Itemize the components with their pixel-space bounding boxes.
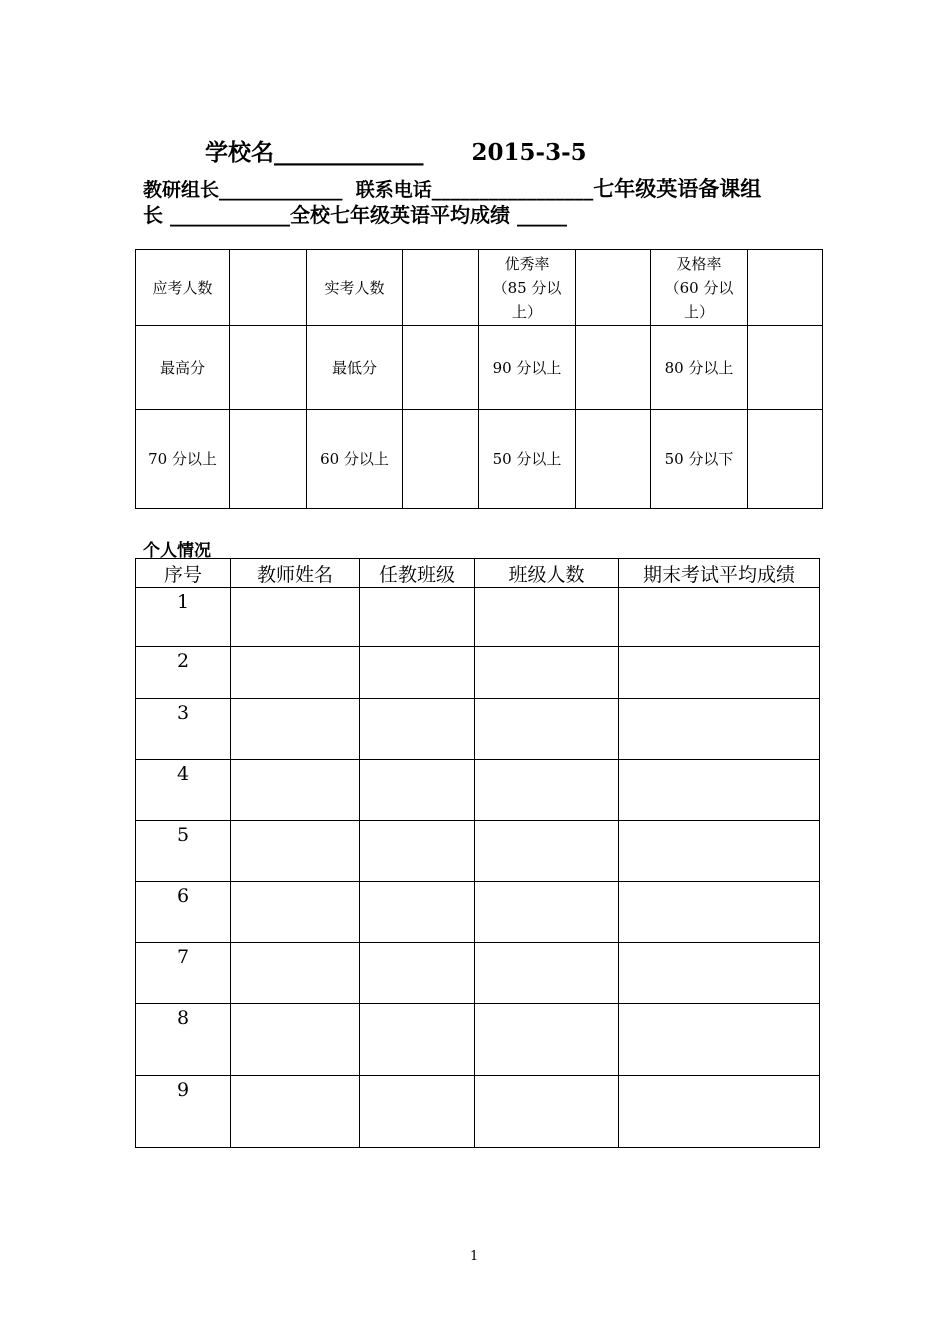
summary-label: 50 分以下 <box>651 410 748 509</box>
avg-score-cell[interactable] <box>619 760 820 821</box>
table-row <box>136 821 820 882</box>
table-row <box>136 588 820 647</box>
class-size-cell[interactable] <box>475 1076 619 1148</box>
table-row <box>136 1076 820 1148</box>
group-leader-label-b: 长 <box>143 203 163 227</box>
summary-row <box>136 410 823 509</box>
table-row <box>136 647 820 699</box>
class-cell[interactable] <box>360 647 475 699</box>
seq-number: 9 <box>136 1076 231 1148</box>
seq-number: 2 <box>136 647 231 699</box>
summary-value-cell[interactable] <box>403 326 479 410</box>
excellent-rate-label: 优秀率 （85 分以 上） <box>479 250 576 326</box>
pass-rate-label: 及格率 （60 分以 上） <box>651 250 748 326</box>
class-cell[interactable] <box>360 588 475 647</box>
class-cell[interactable] <box>360 1076 475 1148</box>
title-line <box>205 134 587 167</box>
avg-label: 全校七年级英语平均成绩 <box>289 203 510 227</box>
personal-table <box>135 558 820 1148</box>
table-row <box>136 699 820 760</box>
personal-header-row <box>136 559 820 588</box>
table-row <box>136 760 820 821</box>
seq-number: 6 <box>136 882 231 943</box>
column-header: 序号 <box>136 559 231 588</box>
summary-label: 最低分 <box>307 326 403 410</box>
summary-label: 应考人数 <box>136 250 230 326</box>
avg-score-cell[interactable] <box>619 882 820 943</box>
teacher-name-cell[interactable] <box>231 1004 360 1076</box>
summary-value-cell[interactable] <box>230 410 307 509</box>
summary-label: 90 分以上 <box>479 326 576 410</box>
class-size-cell[interactable] <box>475 1004 619 1076</box>
teacher-name-cell[interactable] <box>231 760 360 821</box>
column-header: 教师姓名 <box>231 559 360 588</box>
group-leader-blank[interactable]: ____________ <box>169 203 290 227</box>
section-title-personal: 个人情况 <box>143 541 211 561</box>
teacher-name-cell[interactable] <box>231 943 360 1004</box>
class-size-cell[interactable] <box>475 821 619 882</box>
teacher-name-cell[interactable] <box>231 699 360 760</box>
class-cell[interactable] <box>360 882 475 943</box>
avg-blank[interactable]: _____ <box>516 203 567 227</box>
class-size-cell[interactable] <box>475 760 619 821</box>
class-cell[interactable] <box>360 699 475 760</box>
class-cell[interactable] <box>360 943 475 1004</box>
summary-label: 实考人数 <box>307 250 403 326</box>
group-leader-label-a: 七年级英语备课组 <box>593 176 762 201</box>
teacher-name-cell[interactable] <box>231 821 360 882</box>
summary-row <box>136 250 823 326</box>
summary-value-cell[interactable] <box>230 250 307 326</box>
summary-label: 80 分以上 <box>651 326 748 410</box>
avg-score-cell[interactable] <box>619 588 820 647</box>
summary-value-cell[interactable] <box>576 326 651 410</box>
leader-label: 教研组长 <box>143 179 220 201</box>
teacher-name-cell[interactable] <box>231 647 360 699</box>
school-blank[interactable]: _____________ <box>274 139 424 166</box>
seq-number: 8 <box>136 1004 231 1076</box>
table-row <box>136 1004 820 1076</box>
phone-label: 联系电话 <box>355 179 432 201</box>
column-header: 任教班级 <box>360 559 475 588</box>
avg-score-cell[interactable] <box>619 943 820 1004</box>
summary-label: 60 分以上 <box>307 410 403 509</box>
seq-number: 5 <box>136 821 231 882</box>
column-header: 班级人数 <box>475 559 619 588</box>
summary-label: 50 分以上 <box>479 410 576 509</box>
summary-table <box>135 249 823 509</box>
summary-value-cell[interactable] <box>748 250 823 326</box>
summary-row <box>136 326 823 410</box>
seq-number: 1 <box>136 588 231 647</box>
avg-score-cell[interactable] <box>619 647 820 699</box>
summary-value-cell[interactable] <box>576 410 651 509</box>
summary-label: 最高分 <box>136 326 230 410</box>
class-size-cell[interactable] <box>475 882 619 943</box>
class-cell[interactable] <box>360 1004 475 1076</box>
phone-blank[interactable]: _________________ <box>431 179 594 201</box>
column-header: 期末考试平均成绩 <box>619 559 820 588</box>
avg-score-cell[interactable] <box>619 1004 820 1076</box>
table-row <box>136 943 820 1004</box>
summary-label: 70 分以上 <box>136 410 230 509</box>
summary-value-cell[interactable] <box>403 410 479 509</box>
class-size-cell[interactable] <box>475 943 619 1004</box>
leader-blank[interactable]: _____________ <box>219 179 343 201</box>
report-date: 2015-3-5 <box>471 139 587 166</box>
seq-number: 7 <box>136 943 231 1004</box>
class-cell[interactable] <box>360 760 475 821</box>
teacher-name-cell[interactable] <box>231 882 360 943</box>
avg-score-cell[interactable] <box>619 699 820 760</box>
seq-number: 4 <box>136 760 231 821</box>
class-size-cell[interactable] <box>475 588 619 647</box>
class-size-cell[interactable] <box>475 647 619 699</box>
summary-value-cell[interactable] <box>403 250 479 326</box>
avg-score-cell[interactable] <box>619 821 820 882</box>
seq-number: 3 <box>136 699 231 760</box>
summary-value-cell[interactable] <box>576 250 651 326</box>
teacher-name-cell[interactable] <box>231 1076 360 1148</box>
summary-value-cell[interactable] <box>748 410 823 509</box>
school-label: 学校名 <box>205 139 274 166</box>
class-cell[interactable] <box>360 821 475 882</box>
average-line <box>143 199 567 228</box>
page-number: 1 <box>470 1249 479 1264</box>
table-row <box>136 882 820 943</box>
teacher-name-cell[interactable] <box>231 588 360 647</box>
avg-score-cell[interactable] <box>619 1076 820 1148</box>
summary-value-cell[interactable] <box>230 326 307 410</box>
class-size-cell[interactable] <box>475 699 619 760</box>
summary-value-cell[interactable] <box>748 326 823 410</box>
